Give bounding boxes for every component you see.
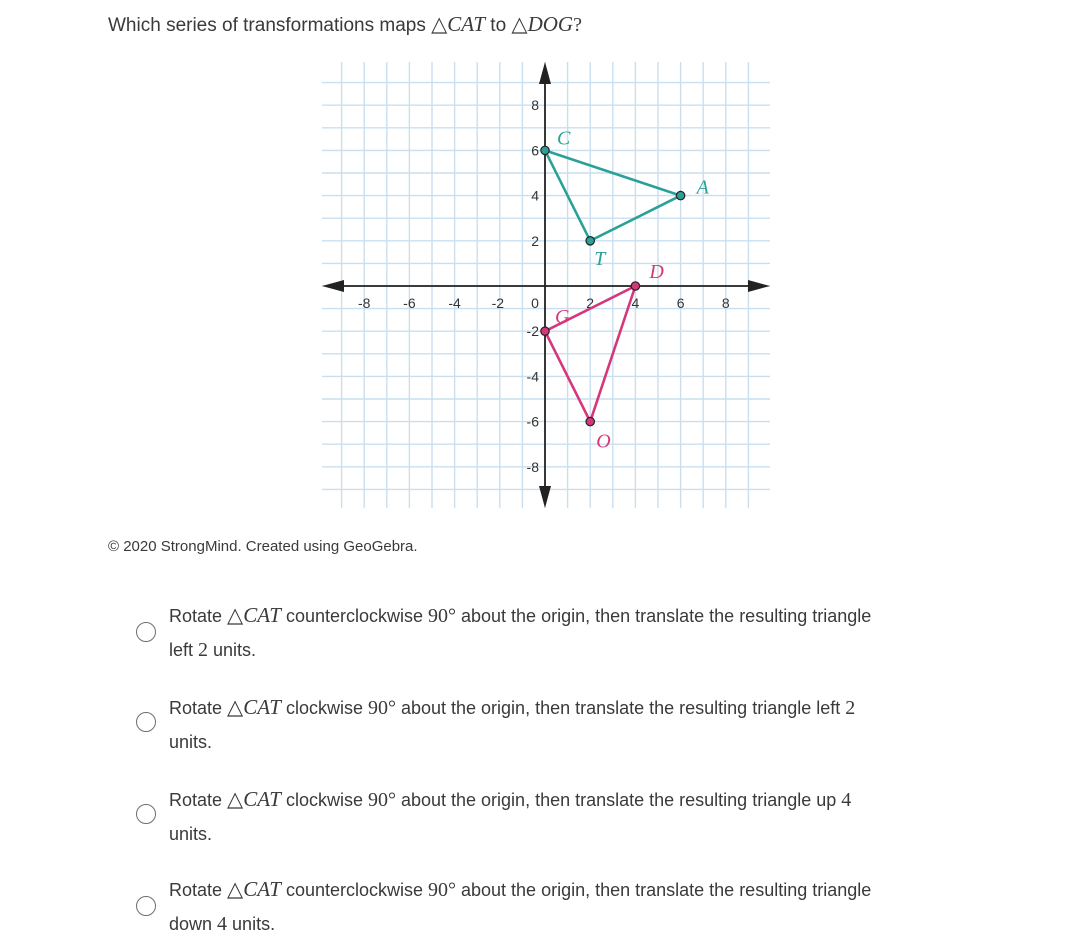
answer-option-1-text: Rotate △CAT counterclockwise 90° about the origin, then translate the resulting triangle left 2 units. [169,603,872,661]
triangle-dog-vertex-d [631,282,639,290]
triangle-dog-vertex-label-g: G [555,306,570,329]
option-3-triangle: △CAT [227,787,281,811]
triangle-cat-vertex-t [586,237,594,245]
x-tick-label: -8 [357,295,371,311]
x-tick-label: -2 [491,295,505,311]
option-4-triangle: △CAT [227,877,281,901]
x-tick-label: 4 [631,295,640,311]
y-tick-label: -8 [526,458,539,475]
option-2-triangle: △CAT [227,695,281,719]
x-tick-label: 0 [531,295,539,311]
y-tick-label: 8 [531,97,539,114]
triangle-cat-vertex-label-c: C [557,127,571,150]
y-tick-label: 6 [531,142,539,159]
x-tick-label: 8 [721,295,730,311]
triangle-cat-vertex-a [676,191,684,199]
answer-option-4-text: Rotate △CAT counterclockwise 90° about the origin, then translate the resulting triangle down 4 units. [169,877,872,935]
x-tick-label: -4 [448,295,461,311]
y-tick-label: -4 [526,368,539,385]
triangle-dog-vertex-label-d: D [649,261,664,283]
answer-option-2-text: Rotate △CAT clockwise 90° about the origin, then translate the resulting triangle left 2 units. [169,695,856,752]
option-1-triangle: △CAT [227,603,281,627]
triangle-cat-vertex-label-a: A [696,176,709,199]
triangle-dog-vertex-label-o: O [596,430,611,453]
y-tick-label: -2 [526,323,539,340]
x-tick-label: -6 [403,295,416,311]
y-tick-label: 4 [531,187,539,204]
answer-option-3-text: Rotate △CAT clockwise 90° about the origin, then translate the resulting triangle up 4 units. [169,787,852,844]
x-tick-label: 2 [586,295,595,311]
x-tick-label: 6 [676,295,685,311]
triangle-cat-vertex-label-t: T [594,247,606,270]
question-to-word: to [485,15,512,36]
radio-button-option-3[interactable] [136,804,156,824]
question-mark: ? [573,14,582,36]
question-source-triangle: △CAT [431,12,486,36]
triangle-dog-vertex-o [586,417,594,425]
question-target-triangle: △DOG [511,12,574,36]
triangle-dog-vertex-g [541,327,549,335]
copyright-notice: © 2020 StrongMind. Created using GeoGebra. [108,538,418,555]
triangle-cat-vertex-c [541,146,549,154]
radio-button-option-2[interactable] [136,712,156,732]
y-tick-label: -6 [526,413,539,430]
radio-button-option-1[interactable] [136,622,156,642]
radio-button-option-4[interactable] [136,896,156,916]
y-tick-label: 2 [531,232,539,249]
question-prefix: Which series of transformations maps [108,15,432,36]
